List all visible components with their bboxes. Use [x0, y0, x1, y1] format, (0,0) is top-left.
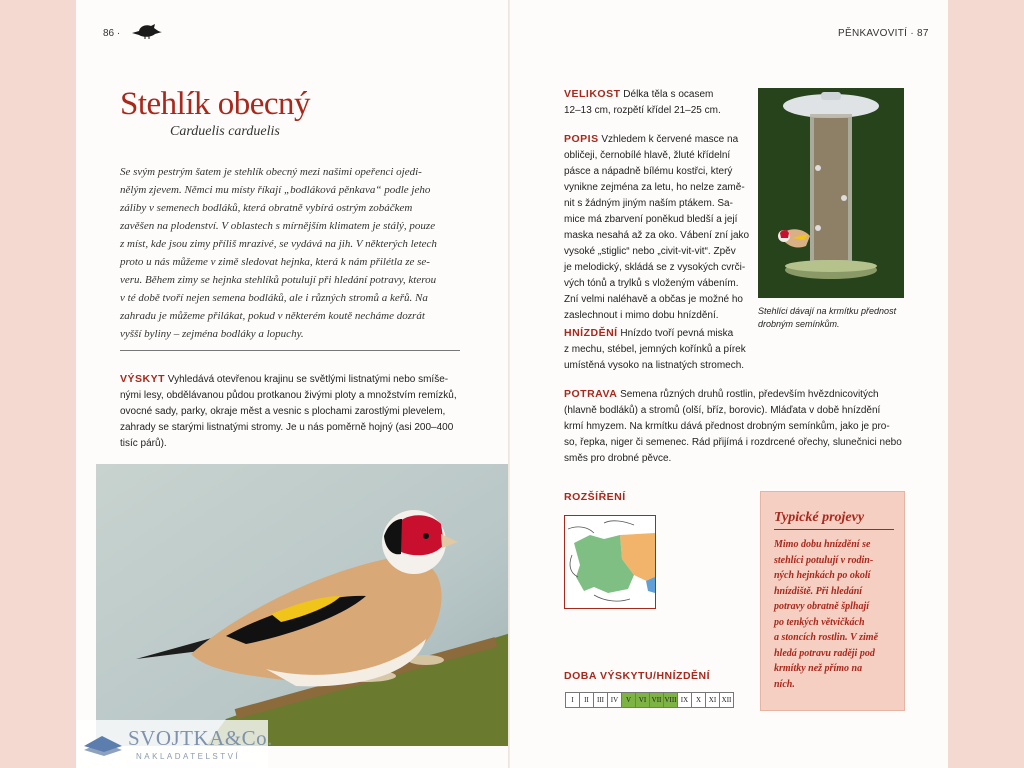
popis-line: je melodický, skládá se z vysokých cvrči- [564, 262, 746, 273]
rozsireni-heading: ROZŠÍŘENÍ [564, 491, 626, 503]
vyskyt-section [120, 371, 515, 452]
watermark-sub: NAKLADATELSTVÍ [136, 752, 241, 761]
month-cell: VII [649, 692, 664, 708]
velikost-line: Délka těla s ocasem [623, 89, 714, 100]
hnizdeni-section [564, 325, 764, 374]
hnizdeni-line: z mechu, stébel, jemných kořínků a pírek [564, 344, 746, 355]
watermark-brand: SVOJTKA&Co. [128, 726, 273, 750]
typicke-rule [774, 529, 894, 530]
vyskyt-line: tisíc párů). [120, 438, 167, 449]
potrava-line: krmí hmyzem. Na krmítku dává přednost drobným semínkům, jako je pro- [564, 421, 890, 432]
caption-line: drobným semínkům. [758, 319, 840, 329]
hnizdeni-label: HNÍZDĚNÍ [564, 327, 618, 339]
page-number-left: 86 · [103, 28, 121, 39]
popis-line: Zní velmi naléhavě a občas je možné ho [564, 294, 743, 305]
vyskyt-label: VÝSKYT [120, 373, 166, 385]
potrava-label: POTRAVA [564, 388, 618, 400]
distribution-map [564, 515, 656, 609]
publisher-watermark [76, 720, 273, 768]
velikost-label: VELIKOST [564, 88, 621, 100]
velikost-line: 12–13 cm, rozpětí křídel 21–25 cm. [564, 105, 721, 116]
month-cell: XI [705, 692, 720, 708]
goldfinch-photo [96, 464, 514, 746]
month-cell: X [691, 692, 706, 708]
month-cell: VIII [663, 692, 678, 708]
popis-line: vých tónů a trylků s vloženým vábením. [564, 278, 739, 289]
divider-rule [120, 350, 460, 351]
latin-name: Carduelis carduelis [170, 124, 280, 139]
bird-silhouette-icon [130, 22, 164, 40]
popis-label: POPIS [564, 133, 599, 145]
feeder-photo [758, 88, 904, 298]
book-logo-icon [82, 728, 124, 758]
popis-line: Vzhledem k červené masce na [601, 134, 739, 145]
potrava-line: (hlavně bodláků) a stromů (olší, bříz, borovic). Mláďata v době hnízdění [564, 405, 881, 416]
month-cell: V [621, 692, 636, 708]
popis-line: vynikne zejména za letu, ho nelze zamě- [564, 182, 745, 193]
photo-caption [758, 305, 928, 331]
popis-line: obličeji, černobílé hlavě, žluté křídelní [564, 150, 731, 161]
typicke-projevy-box [760, 491, 905, 711]
month-cell: III [593, 692, 608, 708]
right-page [510, 0, 948, 768]
potrava-line: so, řepka, niger či semenec. Rád přijímá i rozdrcené ořechy, slunečnici nebo [564, 437, 902, 448]
potrava-line: směs pro drobné pěvce. [564, 453, 672, 464]
left-page [76, 0, 510, 768]
month-cell: IX [677, 692, 692, 708]
vyskyt-line: ovocné sady, parky, okraje měst a vesnic s plochami zarostlými plevelem, [120, 406, 446, 417]
popis-line: zaslechnout i mimo dobu hnízdění. [564, 310, 719, 321]
doba-heading: DOBA VÝSKYTU/HNÍZDĚNÍ [564, 670, 711, 682]
potrava-line: Semena různých druhů rostlin, především hvězdnicovitých [620, 389, 879, 400]
month-cell: IV [607, 692, 622, 708]
typicke-title: Typické projevy [774, 510, 865, 525]
popis-line: maska nesahá až za oko. Vábení zní jako [564, 230, 750, 241]
month-cell: I [565, 692, 580, 708]
popis-line: pásce a nápadně bílému kostřci, který [564, 166, 733, 177]
potrava-section [564, 386, 919, 467]
hnizdeni-line: umístěná vysoko na listnatých stromech. [564, 360, 745, 371]
intro-paragraph: Se svým pestrým šatem je stehlík obecný mezi našimi opeřenci ojedi- nělým zjevem. Němci mu místy říkají „bodláková pěnkava“ podle jeho záliby v semenech bodláků, která obratně vybírá ostrým zobáčkem zavěšen na plodenství. V oblastech s mírnějším klimatem je stálý, pouze z míst, kde jsou zimy příliš mrazivé, se vydává na jih. V některých letech proto u nás můžeme v zimě sledovat hejnka, která k nám přilétla ze se- veru. Během zimy se hejnka stehlíků potulují při hledání potravy, kterou v té době tvoří nejen semena bodláků, ale i různých stromů a keřů. Na zahradu je můžeme přilákat, pokud v některém koutě necháme dozrát vyšší byliny – zejména bodláky a lopuchy. [120, 166, 437, 340]
months-strip [566, 692, 734, 708]
month-cell: XII [719, 692, 734, 708]
vyskyt-line: zahrady se starými listnatými stromy. Je u nás poměrně hojný (asi 200–400 [120, 422, 454, 433]
page-header-right: PĚNKAVOVITÍ · 87 [838, 28, 929, 39]
velikost-section [564, 86, 754, 119]
popis-line: vysoké „stiglic“ nebo „civit-vit-vit“. Zpěv [564, 246, 736, 257]
vyskyt-line: nými lesy, obdělávanou půdou protkanou živými ploty a množstvím remízků, [120, 390, 457, 401]
popis-section [564, 131, 764, 324]
popis-line: mice má zbarvení poněkud bledší a její [564, 214, 738, 225]
month-cell: II [579, 692, 594, 708]
vyskyt-line: Vyhledává otevřenou krajinu se světlými listnatými nebo smíše- [167, 374, 449, 385]
species-title: Stehlík obecný [120, 86, 311, 122]
hnizdeni-line: Hnízdo tvoří pevná miska [620, 328, 734, 339]
caption-line: Stehlíci dávají na krmítku přednost [758, 306, 897, 316]
typicke-text: Mimo dobu hnízdění se stehlíci potulují v rodin- ných hejnkách po okolí hnízdiště. Při hledání potravy obratně šplhají po tenkých větvičkách a stoncích rostlin. V zimě hledá potravu raději pod krmítky než přímo na ních. [774, 539, 879, 690]
popis-line: nit s žádným jiným naším ptákem. Sa- [564, 198, 733, 209]
month-cell: VI [635, 692, 650, 708]
